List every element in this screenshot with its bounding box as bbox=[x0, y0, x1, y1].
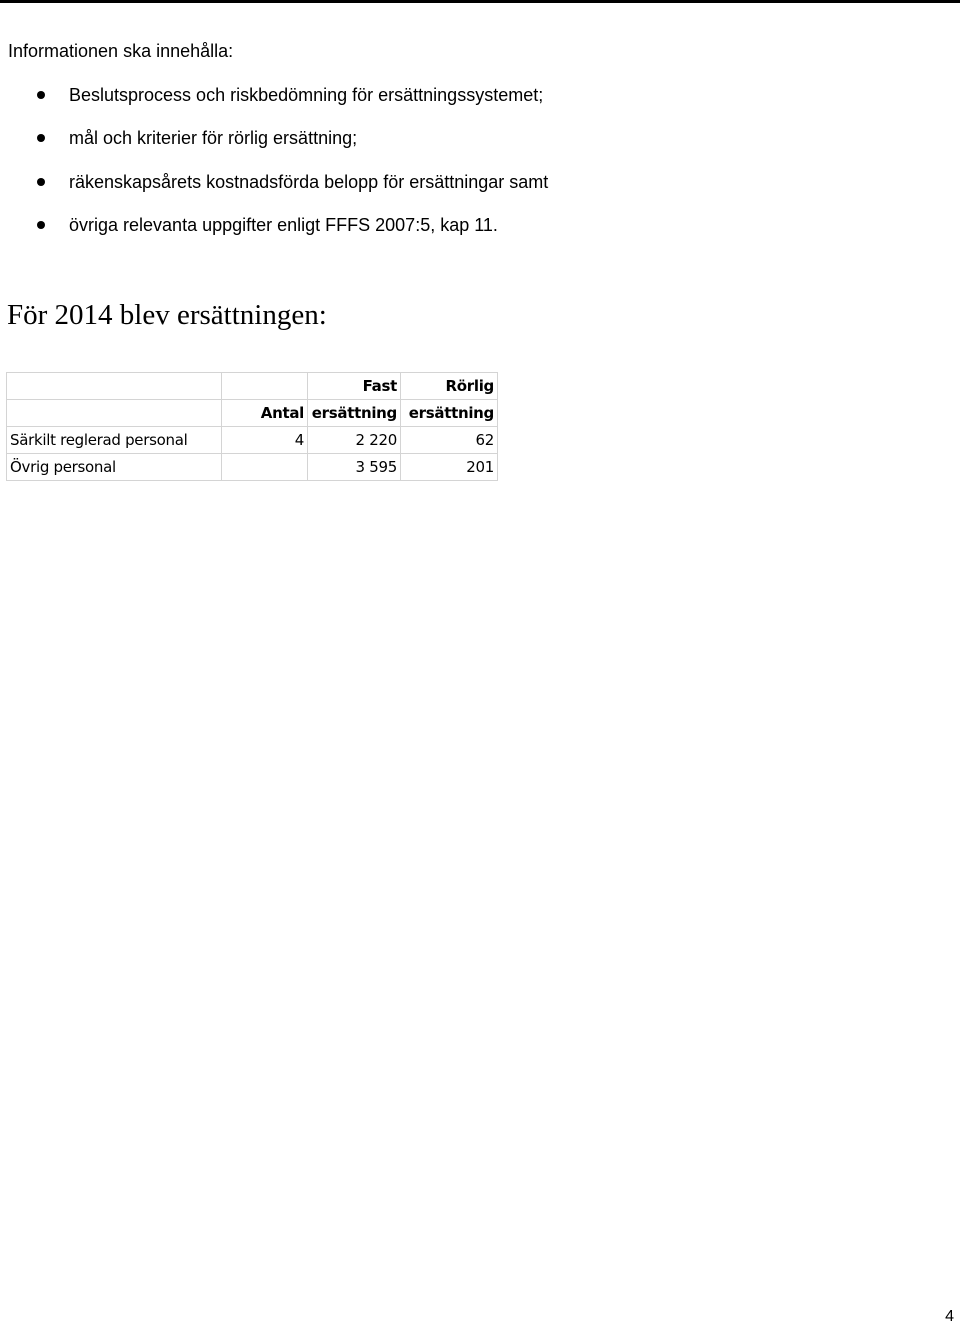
table-header-row bbox=[7, 373, 498, 400]
bullet-icon bbox=[37, 178, 45, 186]
table-header-cell: Rörlig bbox=[401, 373, 498, 400]
top-rule bbox=[0, 0, 960, 3]
table-header-row bbox=[7, 400, 498, 427]
section-heading: För 2014 blev ersättningen: bbox=[7, 299, 327, 331]
bullet-icon bbox=[37, 221, 45, 229]
table-header-cell bbox=[7, 373, 222, 400]
table-header-cell: Fast bbox=[308, 373, 401, 400]
table-header-cell bbox=[222, 373, 308, 400]
bullet-icon bbox=[37, 91, 45, 99]
table-header-cell: ersättning bbox=[401, 400, 498, 427]
list-item-text: mål och kriterier för rörlig ersättning; bbox=[69, 128, 358, 149]
table-cell: Särkilt reglerad personal bbox=[7, 427, 222, 454]
bullet-icon bbox=[37, 134, 45, 142]
table-cell: 4 bbox=[222, 427, 308, 454]
list-item bbox=[0, 125, 548, 168]
table-cell: 2 220 bbox=[308, 427, 401, 454]
list-item-text: räkenskapsårets kostnadsförda belopp för ersättningar samt bbox=[69, 171, 549, 192]
table-header-cell: Antal bbox=[222, 400, 308, 427]
table-cell: Övrig personal bbox=[7, 454, 222, 481]
compensation-table bbox=[6, 372, 498, 481]
table-cell: 201 bbox=[401, 454, 498, 481]
table-row bbox=[7, 427, 498, 454]
intro-text: Informationen ska innehålla: bbox=[8, 41, 234, 61]
table-header-cell: ersättning bbox=[308, 400, 401, 427]
page-number: 4 bbox=[945, 1308, 954, 1325]
list-item bbox=[0, 169, 548, 212]
table-cell: 62 bbox=[401, 427, 498, 454]
list-item-text: Beslutsprocess och riskbedömning för ersättningssystemet; bbox=[69, 85, 544, 105]
table-row bbox=[7, 454, 498, 481]
table-cell: 3 595 bbox=[308, 454, 401, 481]
bullet-list bbox=[0, 82, 548, 255]
list-item-text: övriga relevanta uppgifter enligt FFFS 2007:5, kap 11. bbox=[69, 214, 498, 235]
table-header-cell bbox=[7, 400, 222, 427]
table-cell bbox=[222, 454, 308, 481]
list-item bbox=[0, 212, 548, 255]
list-item bbox=[0, 82, 548, 125]
